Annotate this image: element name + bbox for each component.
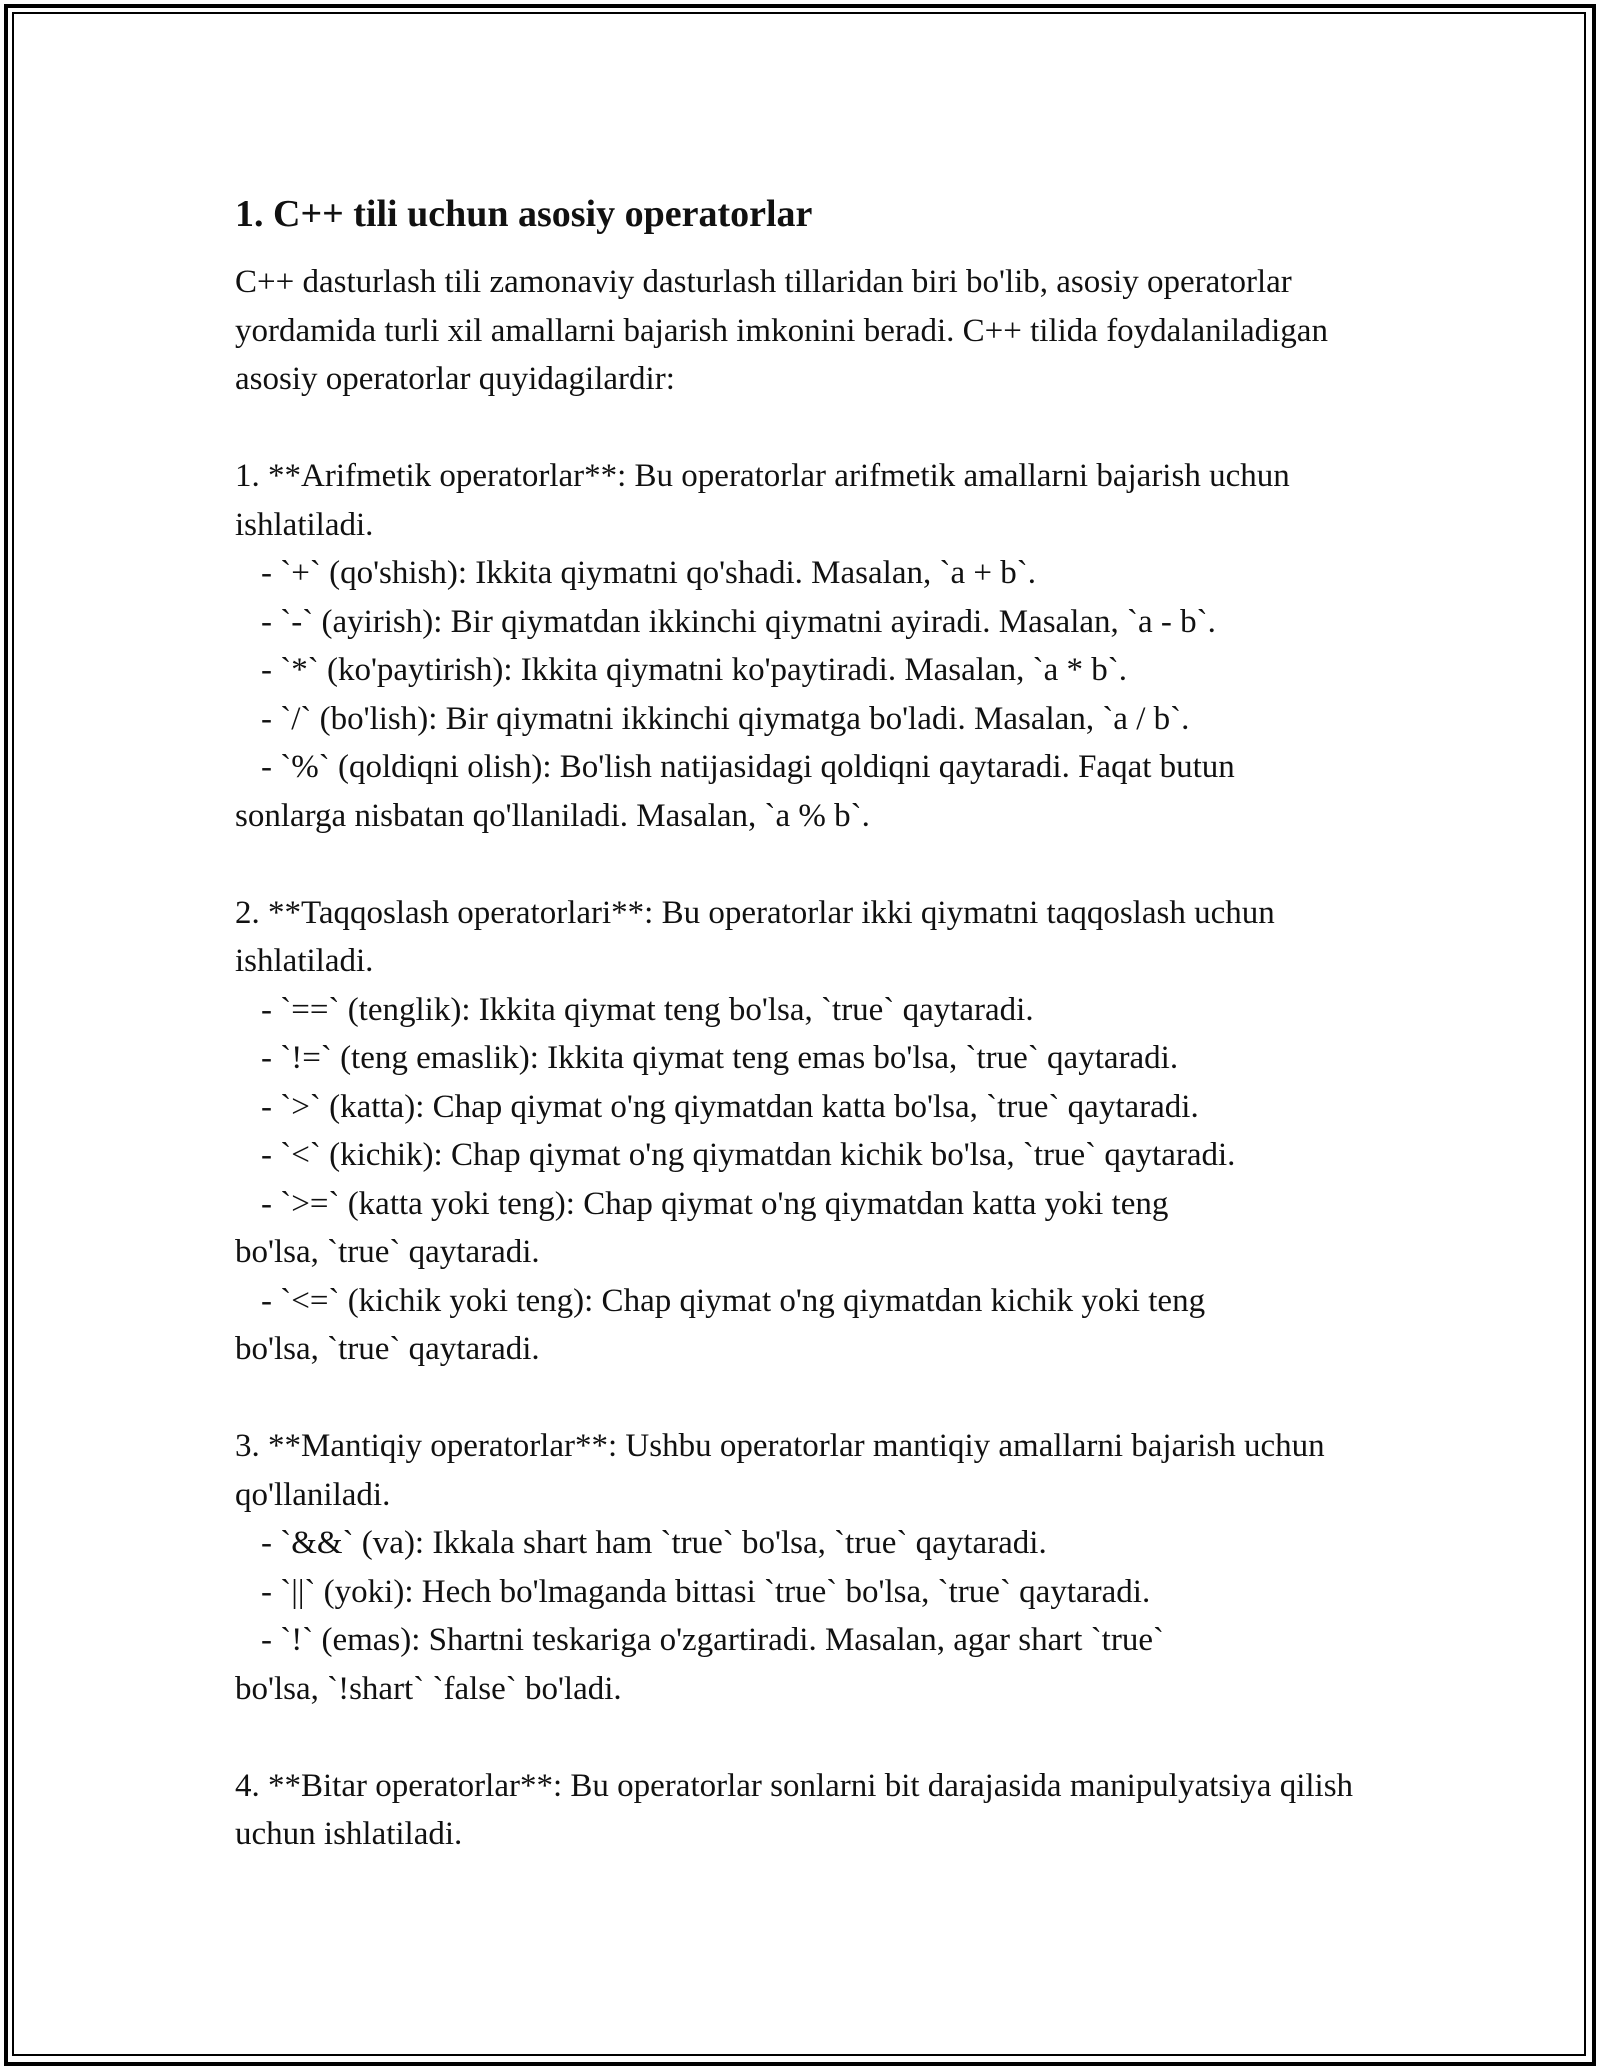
list-item: - `*` (ko'paytirish): Ikkita qiymatni ko'paytiradi. Masalan, `a * b`. xyxy=(261,652,1127,688)
list-item: - `+` (qo'shish): Ikkita qiymatni qo'shadi. Masalan, `a + b`. xyxy=(261,555,1036,591)
list-item: - `&&` (va): Ikkala shart ham `true` bo'lsa, `true` qaytaradi. xyxy=(261,1525,1047,1561)
list-item-continuation: bo'lsa, `true` qaytaradi. xyxy=(235,1331,540,1367)
list-item: - `!=` (teng emaslik): Ikkita qiymat teng emas bo'lsa, `true` qaytaradi. xyxy=(261,1040,1179,1076)
section-bitwise xyxy=(235,1762,1385,1859)
document-body xyxy=(235,190,1385,1859)
section-comparison xyxy=(235,889,1385,1374)
section-heading: 1. **Arifmetik operatorlar**: Bu operatorlar arifmetik amallarni bajarish uchun ishlatiladi. xyxy=(235,458,1290,543)
list-item: - `||` (yoki): Hech bo'lmaganda bittasi `true` bo'lsa, `true` qaytaradi. xyxy=(261,1573,1151,1610)
list-item: - `!` (emas): Shartni teskariga o'zgartiradi. Masalan, agar shart `true` xyxy=(261,1622,1164,1658)
list-item-continuation: sonlarga nisbatan qo'llaniladi. Masalan, `a % b`. xyxy=(235,797,870,834)
section-arithmetic xyxy=(235,452,1385,840)
section-heading: 2. **Taqqoslash operatorlari**: Bu operatorlar ikki qiymatni taqqoslash uchun ishlatiladi. xyxy=(235,894,1275,979)
section-logical xyxy=(235,1422,1385,1713)
list-item-continuation: bo'lsa, `true` qaytaradi. xyxy=(235,1234,540,1270)
list-item: - `<=` (kichik yoki teng): Chap qiymat o'ng qiymatdan kichik yoki teng xyxy=(261,1282,1206,1319)
section-heading: 4. **Bitar operatorlar**: Bu operatorlar sonlarni bit darajasida manipulyatsiya qilish uchun ishlatiladi. xyxy=(235,1767,1354,1852)
section-heading: 3. **Mantiqiy operatorlar**: Ushbu operatorlar mantiqiy amallarni bajarish uchun qo'llaniladi. xyxy=(235,1428,1325,1513)
list-item-continuation: bo'lsa, `!shart` `false` bo'ladi. xyxy=(235,1670,622,1707)
page-title: 1. C++ tili uchun asosiy operatorlar xyxy=(235,193,813,235)
list-item: - `>=` (katta yoki teng): Chap qiymat o'ng qiymatdan katta yoki teng xyxy=(261,1185,1169,1222)
list-item: - `-` (ayirish): Bir qiymatdan ikkinchi qiymatni ayiradi. Masalan, `a - b`. xyxy=(261,603,1216,640)
list-item: - `==` (tenglik): Ikkita qiymat teng bo'lsa, `true` qaytaradi. xyxy=(261,991,1034,1028)
list-item: - `/` (bo'lish): Bir qiymatni ikkinchi qiymatga bo'ladi. Masalan, `a / b`. xyxy=(261,700,1190,737)
list-item: - `>` (katta): Chap qiymat o'ng qiymatdan katta bo'lsa, `true` qaytaradi. xyxy=(261,1088,1199,1125)
list-item: - `<` (kichik): Chap qiymat o'ng qiymatdan kichik bo'lsa, `true` qaytaradi. xyxy=(261,1137,1236,1173)
list-item: - `%` (qoldiqni olish): Bo'lish natijasidagi qoldiqni qaytaradi. Faqat butun xyxy=(261,749,1235,785)
intro-paragraph: C++ dasturlash tili zamonaviy dasturlash tillaridan biri bo'lib, asosiy operatorlar yordamida turli xil amallarni bajarish imkonini beradi. C++ tilida foydalaniladigan asosiy operatorlar quyidagilardir: xyxy=(235,264,1328,397)
